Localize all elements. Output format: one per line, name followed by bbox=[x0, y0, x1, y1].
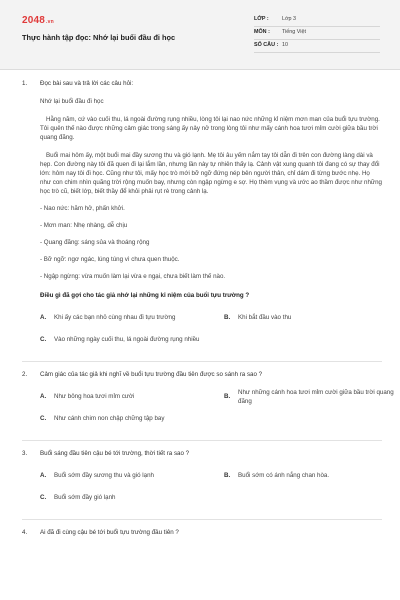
document-meta bbox=[254, 14, 380, 53]
option-letter: B. bbox=[224, 472, 231, 480]
option-c[interactable] bbox=[40, 488, 212, 510]
question-1 bbox=[22, 80, 382, 352]
question-3 bbox=[22, 450, 382, 510]
option-text: Buổi sớm đầy sương thu và gió lạnh bbox=[54, 472, 154, 480]
page-header bbox=[0, 0, 400, 70]
option-letter: B. bbox=[224, 314, 231, 322]
glossary-item: - Quang đãng: sáng sủa và thoáng rộng bbox=[40, 238, 150, 246]
question-number: 4. bbox=[22, 528, 28, 536]
meta-row-grade bbox=[254, 14, 380, 27]
meta-row-subject bbox=[254, 27, 380, 40]
passage-title: Nhớ lại buổi đầu đi học bbox=[40, 97, 104, 105]
meta-key: LỚP : bbox=[254, 16, 269, 23]
meta-value: Tiếng Việt bbox=[282, 29, 306, 36]
option-a[interactable] bbox=[40, 466, 212, 488]
option-text: Khi ấy các bạn nhỏ cùng nhau đi tựu trường bbox=[54, 314, 176, 322]
document-title: Thực hành tập đọc: Nhớ lại buổi đầu đi học bbox=[22, 33, 176, 42]
answer-options bbox=[40, 308, 382, 352]
question-text: Đọc bài sau và trả lời các câu hỏi: bbox=[40, 80, 134, 87]
question-4 bbox=[22, 529, 382, 538]
question-number: 1. bbox=[22, 80, 28, 87]
option-b[interactable] bbox=[224, 466, 396, 488]
glossary-item: - Bỡ ngỡ: ngơ ngác, lúng túng vì chưa quen thuộc. bbox=[40, 255, 180, 263]
passage-paragraph: Buổi mai hôm ấy, một buổi mai đầy sương thu và gió lạnh. Mẹ tôi âu yếm nắm tay tôi dẫn đi trên con đường làng dài và hẹp. Con đường này tôi đã quen đi lại lắm lần, nhưng lần này tự nhiên thấy lạ. Cảnh vật xung quanh tôi đang có sự thay đổi lớn: hôm nay tôi đi học. Cũng như tôi, mấy học trò mới bỡ ngỡ đứng nép bên người thân, chỉ dám đi từng bước nhẹ. Họ như con chim nhìn quãng trời rộng muốn bay, nhưng còn ngập ngừng e sợ. Họ thèm vụng và ước ao thầm được như những học trò cũ, biết lớp, biết thầy để khỏi phải rụt rè trong cảnh lạ. bbox=[40, 151, 382, 195]
glossary-item: - Nao nức: hăm hở, phấn khởi. bbox=[40, 204, 125, 212]
option-text: Như những cánh hoa tươi mỉm cười giữa bầu trời quang đãng bbox=[238, 389, 394, 405]
glossary-item: - Ngập ngừng: vừa muốn làm lại vừa e ngại, chưa biết làm thế nào. bbox=[40, 272, 226, 280]
question-number: 3. bbox=[22, 449, 28, 457]
option-text: Buổi sớm đầy gió lạnh bbox=[54, 494, 116, 502]
passage-paragraph: Hằng năm, cứ vào cuối thu, lá ngoài đường rụng nhiều, lòng tôi lại nao nức những kỉ niệm mơn man của buổi tựu trường. Tôi quên thế nào được những cảm giác trong sáng ấy nảy nở trong lòng tôi như mấy cánh hoa tươi mỉm cười giữa bầu trời quang đãng. bbox=[40, 115, 380, 141]
question-divider bbox=[22, 519, 382, 520]
option-c[interactable] bbox=[40, 409, 212, 431]
meta-key: MÔN : bbox=[254, 29, 270, 36]
option-c[interactable] bbox=[40, 330, 212, 352]
option-text: Buổi sớm có ánh nắng chan hòa. bbox=[238, 472, 330, 480]
question-text: Buổi sáng đầu tiên cậu bé tới trường, thời tiết ra sao ? bbox=[40, 449, 190, 457]
option-a[interactable] bbox=[40, 308, 212, 330]
question-divider bbox=[22, 361, 382, 362]
option-text: Khi bắt đầu vào thu bbox=[238, 314, 292, 322]
question-divider bbox=[22, 440, 382, 441]
question-number: 2. bbox=[22, 370, 28, 378]
option-text: Như bông hoa tươi mỉm cười bbox=[54, 393, 135, 401]
option-letter: C. bbox=[40, 336, 47, 344]
option-letter: A. bbox=[40, 393, 47, 401]
meta-key: SỐ CÂU : bbox=[254, 42, 279, 49]
option-text: Vào những ngày cuối thu, lá ngoài đường rụng nhiều bbox=[54, 336, 200, 344]
answer-options bbox=[40, 466, 382, 510]
glossary-item: - Mơn man: Nhẹ nhàng, dễ chịu bbox=[40, 221, 128, 229]
option-letter: A. bbox=[40, 472, 47, 480]
meta-value: 10 bbox=[282, 42, 288, 49]
option-a[interactable] bbox=[40, 387, 212, 409]
site-logo[interactable] bbox=[22, 14, 54, 29]
option-letter: A. bbox=[40, 314, 47, 322]
question-list bbox=[22, 80, 394, 538]
question-prompt: Điều gì đã gợi cho tác giả nhớ lại những kỉ niệm của buổi tựu trường ? bbox=[40, 291, 250, 299]
option-b[interactable] bbox=[224, 308, 396, 330]
option-letter: B. bbox=[224, 393, 231, 401]
option-letter: C. bbox=[40, 494, 47, 502]
logo-suffix: .vn bbox=[46, 19, 54, 25]
option-letter: C. bbox=[40, 415, 47, 423]
option-text: Như cánh chim non chập chững tập bay bbox=[54, 415, 165, 423]
question-2 bbox=[22, 370, 394, 431]
logo-text: 2048 bbox=[22, 15, 46, 26]
option-b[interactable] bbox=[224, 387, 396, 409]
question-text: Cảm giác của tác giả khi nghĩ về buổi tựu trường đầu tiên được so sánh ra sao ? bbox=[40, 370, 263, 378]
meta-value: Lớp 3 bbox=[282, 16, 297, 23]
meta-row-count bbox=[254, 40, 380, 53]
question-text: Ai đã đi cùng cậu bé tới buổi tựu trường đầu tiên ? bbox=[40, 528, 179, 536]
answer-options bbox=[40, 387, 394, 431]
